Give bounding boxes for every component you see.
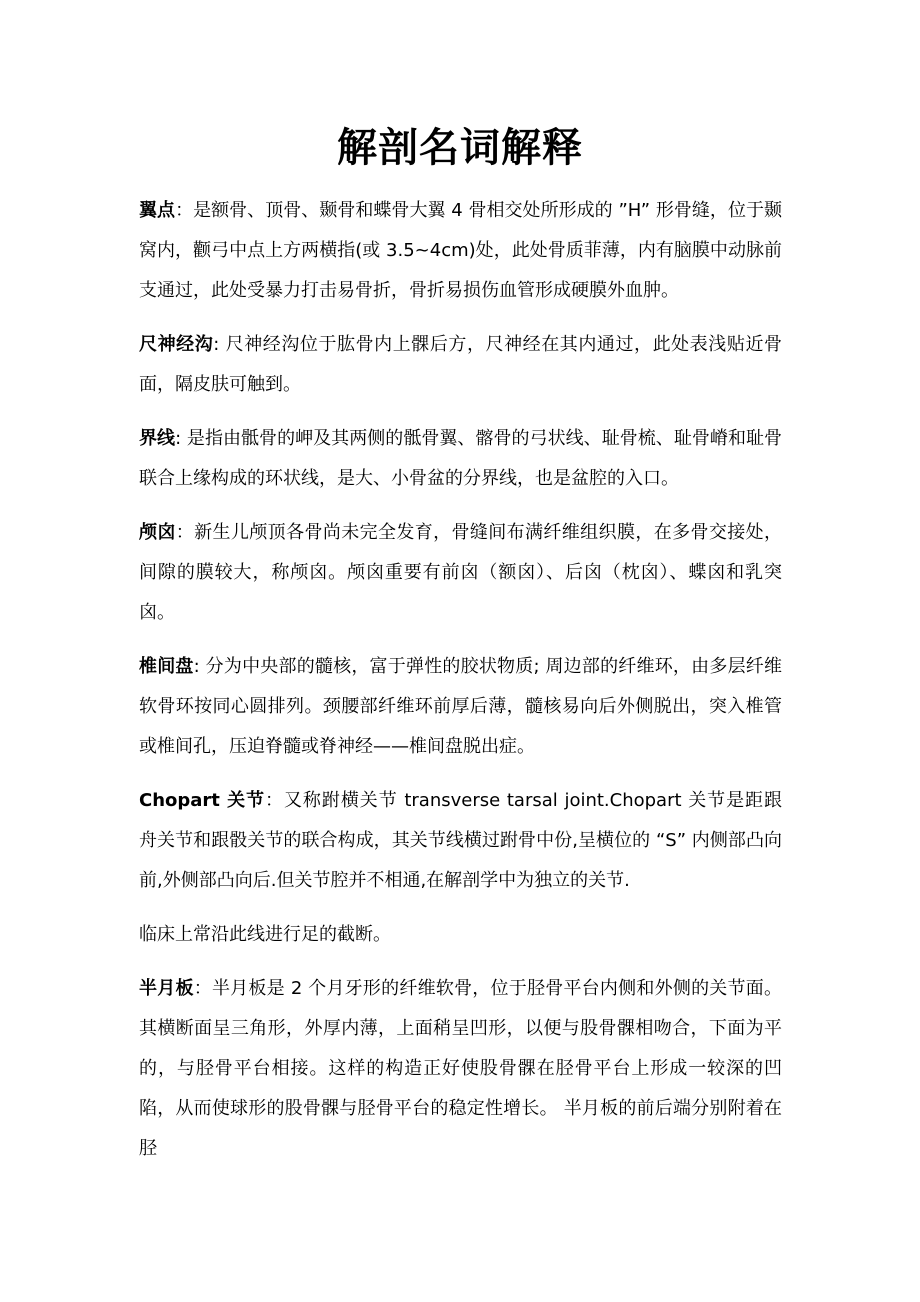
- entry-term: 颅囟: [139, 522, 176, 543]
- document-body: [139, 191, 782, 1183]
- entry-definition: 半月板是 2 个月牙形的纤维软骨，位于胫骨平台内侧和外侧的关节面。其横断面呈三角形，外厚内薄，上面稍呈凹形，以便与股骨髁相吻合，下面为平的，与胫骨平台相接。这样的构造正好使股骨髁在胫骨平台上形成一较深的凹陷，从而使球形的股骨髁与胫骨平台的稳定性增长。 半月板的前后端分别附着在胫: [139, 978, 782, 1159]
- continuation-paragraph: [139, 915, 782, 955]
- entry-paragraph: [139, 191, 782, 311]
- entry-separator: ：: [175, 200, 194, 221]
- entry-paragraph: [139, 969, 782, 1169]
- entry-separator: ：: [175, 522, 195, 543]
- entry-term: 翼点: [139, 200, 176, 221]
- entry-paragraph: [139, 781, 782, 901]
- entry-term: 界线: [139, 428, 176, 449]
- entry-separator: :: [175, 428, 182, 449]
- page-title: 解剖名词解释: [337, 125, 583, 171]
- entry-definition: 分为中央部的髓核，富于弹性的胶状物质; 周边部的纤维环，由多层纤维软骨环按同心圆排列。颈腰部纤维环前厚后薄，髓核易向后外侧脱出，突入椎管或椎间孔，压迫脊髓或脊神经——椎间盘脱出症。: [139, 656, 782, 757]
- entry-definition: 临床上常沿此线进行足的截断。: [139, 924, 391, 945]
- entry-paragraph: [139, 419, 782, 499]
- entry-paragraph: [139, 513, 782, 633]
- entry-term: 椎间盘: [139, 656, 194, 677]
- entry-separator: ：: [265, 790, 284, 811]
- entry-definition: 是指由骶骨的岬及其两侧的骶骨翼、髂骨的弓状线、耻骨梳、耻骨嵴和耻骨联合上缘构成的环状线，是大、小骨盆的分界线，也是盆腔的入口。: [139, 428, 783, 489]
- entry-paragraph: [139, 325, 782, 405]
- entry-definition: 又称跗横关节 transverse tarsal joint.Chopart 关节是距跟舟关节和跟骰关节的联合构成，其关节线横过跗骨中份,呈横位的 “S” 内侧部凸向前,外侧部凸向后.但关节腔并不相通,在解剖学中为独立的关节.: [139, 790, 783, 891]
- entry-term: 半月板: [139, 978, 194, 999]
- entry-separator: :: [193, 656, 200, 677]
- entry-definition: 尺神经沟位于肱骨内上髁后方，尺神经在其内通过，此处表浅贴近骨面，隔皮肤可触到。: [139, 334, 783, 395]
- entry-paragraph: [139, 647, 782, 767]
- entry-term: Chopart 关节: [139, 790, 266, 811]
- entry-term: 尺神经沟: [139, 334, 214, 355]
- entry-separator: :: [213, 334, 220, 355]
- entry-separator: ：: [193, 978, 212, 999]
- entry-definition: 是额骨、顶骨、颞骨和蝶骨大翼 4 骨相交处所形成的 ”H” 形骨缝，位于颞窝内，颧弓中点上方两横指(或 3.5~4cm)处，此处骨质菲薄，内有脑膜中动脉前支通过，此处受暴力打击易骨折，骨折易损伤血管形成硬膜外血肿。: [139, 200, 783, 301]
- entry-definition: 新生儿颅顶各骨尚未完全发育，骨缝间布满纤维组织膜，在多骨交接处，间隙的膜较大，称颅囟。颅囟重要有前囟（额囟）、后囟（枕囟）、蝶囟和乳突囟。: [139, 522, 783, 623]
